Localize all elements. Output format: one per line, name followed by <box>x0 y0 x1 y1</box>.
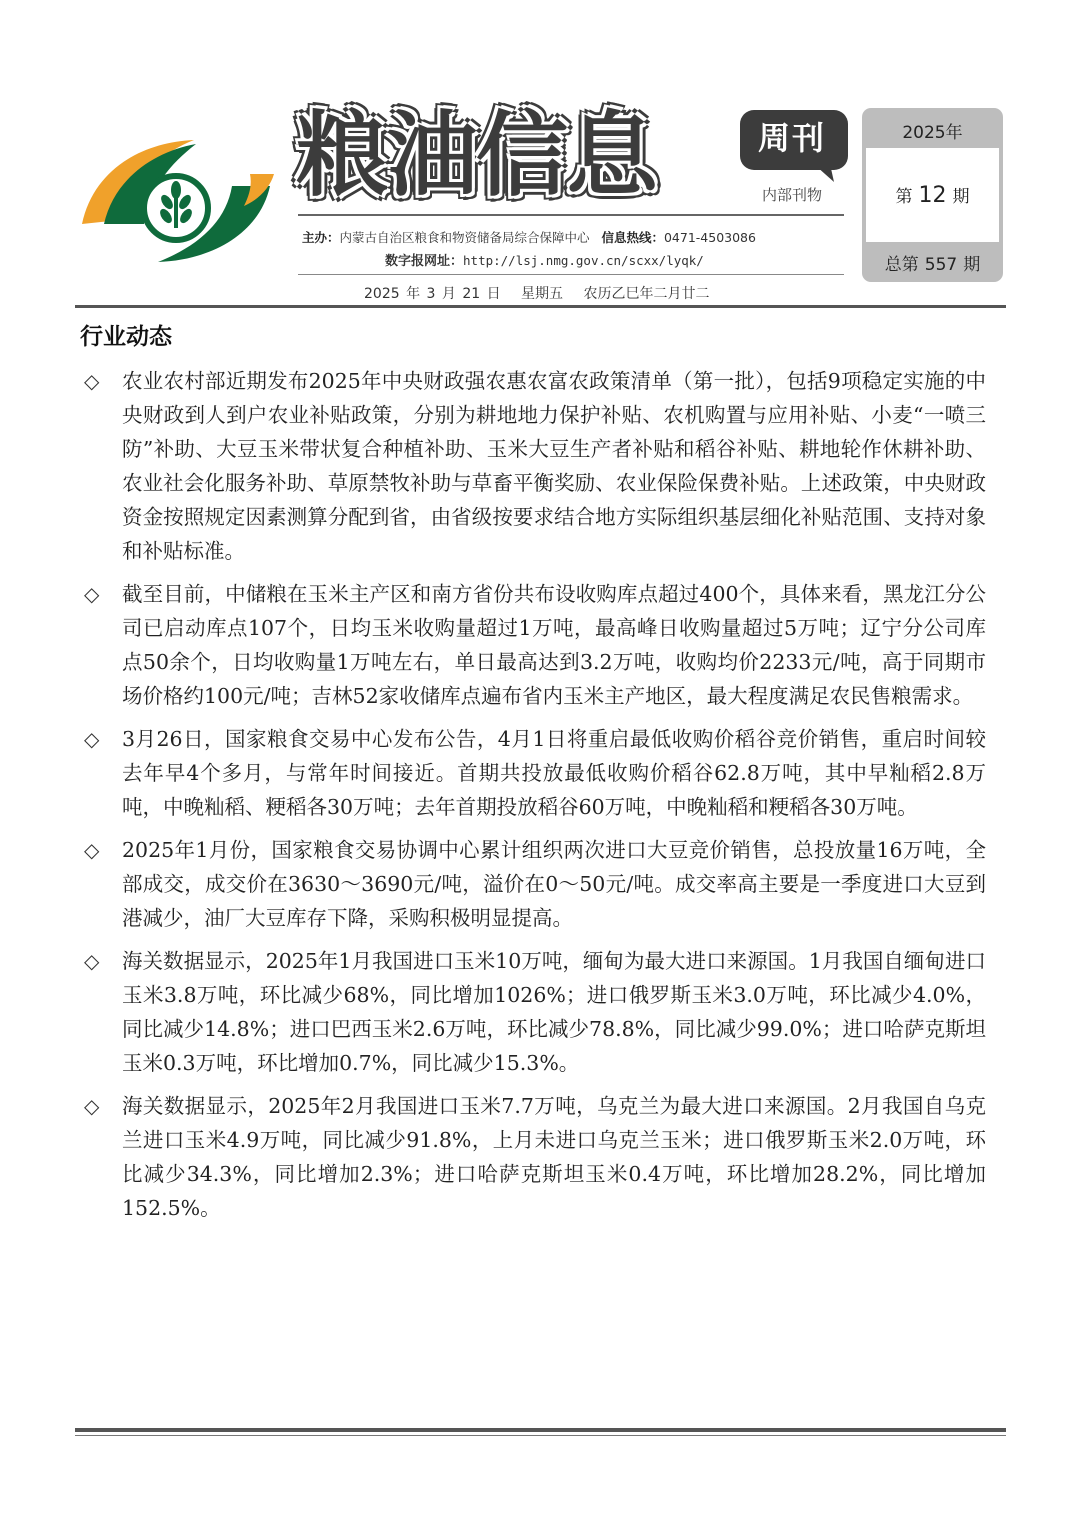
diamond-bullet-icon: ◇ <box>84 582 100 606</box>
issue-number <box>866 182 999 208</box>
news-text: 3月26日，国家粮食交易中心发布公告，4月1日将重启最低收购价稻谷竞价销售，重启时间较去年早4个多月，与常年时间接近。首期共投放最低收购价稻谷62.8万吨，其中早籼稻2.8万吨，中晚籼稻、粳稻各30万吨；去年首期投放稻谷60万吨，中晚籼稻和粳稻各30万吨。 <box>122 727 986 819</box>
issue-total-value: 557 <box>924 255 958 275</box>
sponsor-name: 内蒙古自治区粮食和物资储备局综合保障中心 <box>339 230 590 245</box>
issue-total <box>862 250 1003 275</box>
issue-total-prefix: 总第 <box>884 255 919 275</box>
sponsor-label: 主办： <box>302 230 340 245</box>
header-rule <box>75 305 1006 308</box>
diamond-bullet-icon: ◇ <box>84 949 100 973</box>
publication-date: 2025 年 3 月 21 日 星期五 农历乙巳年二月廿二 <box>364 286 710 302</box>
issue-number-prefix: 第 <box>895 187 913 207</box>
digital-edition-line <box>385 250 704 269</box>
news-item <box>80 364 986 568</box>
url-label: 数字报网址： <box>385 254 464 269</box>
news-text: 海关数据显示，2025年1月我国进口玉米10万吨，缅甸为最大进口来源国。1月我国自缅甸进口玉米3.8万吨，环比减少68%，同比增加1026%；进口俄罗斯玉米3.0万吨，环比减少4.0%，同比减少14.8%；进口巴西玉米2.6万吨，环比减少78.8%，同比减少99.0%；进口哈萨克斯坦玉米0.3万吨，环比增加0.7%，同比减少15.3%。 <box>122 949 986 1075</box>
issue-total-suffix: 期 <box>963 255 981 275</box>
hotline-label: 信息热线： <box>601 230 664 245</box>
news-text: 农业农村部近期发布2025年中央财政强农惠农富农政策清单（第一批），包括9项稳定实施的中央财政到人到户农业补贴政策，分别为耕地地力保护补贴、农机购置与应用补贴、小麦“一喷三防”补助、大豆玉米带状复合种植补助、玉米大豆生产者补贴和稻谷补贴、耕地轮作休耕补助、农业社会化服务补助、草原禁牧补助与草畜平衡奖励、农业保险保费补贴。上述政策，中央财政资金按照规定因素测算分配到省，由省级按要求结合地方实际组织基层细化补贴范围、支持对象和补贴标准。 <box>122 369 986 563</box>
diamond-bullet-icon: ◇ <box>84 369 100 393</box>
news-text: 2025年1月份，国家粮食交易协调中心累计组织两次进口大豆竞价销售，总投放量16万吨，全部成交，成交价在3630～3690元/吨，溢价在0～50元/吨。成交率高主要是一季度进口大豆到港减少，油厂大豆库存下降，采购积极明显提高。 <box>122 838 986 930</box>
diamond-bullet-icon: ◇ <box>84 727 100 751</box>
masthead-bottom-divider <box>298 274 844 275</box>
digital-edition-url[interactable]: http://lsj.nmg.gov.cn/scxx/lyqk/ <box>463 253 704 268</box>
issue-year: 2025年 <box>902 123 963 143</box>
footer-rule-thin <box>75 1435 1006 1436</box>
masthead-title: 粮油信息 <box>296 102 657 209</box>
section-title: 行业动态 <box>80 324 172 350</box>
news-item <box>80 722 986 824</box>
news-list <box>80 364 986 1234</box>
issue-number-value: 12 <box>918 183 947 208</box>
masthead-divider <box>298 214 844 216</box>
news-item <box>80 944 986 1080</box>
news-text: 海关数据显示，2025年2月我国进口玉米7.7万吨，乌克兰为最大进口来源国。2月我国自乌克兰进口玉米4.9万吨，同比减少91.8%，上月未进口乌克兰玉米；进口俄罗斯玉米2.0万吨，环比减少34.3%，同比增加2.3%；进口哈萨克斯坦玉米0.4万吨，环比增加28.2%，同比增加152.5%。 <box>122 1094 986 1220</box>
footer-rule <box>75 1428 1006 1432</box>
diamond-bullet-icon: ◇ <box>84 838 100 862</box>
news-item <box>80 1089 986 1225</box>
news-item <box>80 833 986 935</box>
internal-publication-label: 内部刊物 <box>761 186 822 204</box>
news-item <box>80 577 986 713</box>
news-text: 截至目前，中储粮在玉米主产区和南方省份共布设收购库点超过400个，具体来看，黑龙江分公司已启动库点107个，日均玉米收购量超过1万吨，最高峰日收购量超过5万吨；辽宁分公司库点50余个，日均收购量1万吨左右，单日最高达到3.2万吨，收购均价2233元/吨，高于同期市场价格约100元/吨；吉林52家收储库点遍布省内玉米主产地区，最大程度满足农民售粮需求。 <box>122 582 986 708</box>
weekly-label: 周刊 <box>757 119 826 157</box>
issue-number-suffix: 期 <box>952 187 970 207</box>
hotline-number: 0471-4503086 <box>663 230 756 245</box>
newspaper-logo <box>74 128 276 268</box>
diamond-bullet-icon: ◇ <box>84 1094 100 1118</box>
sponsor-line <box>302 228 862 246</box>
